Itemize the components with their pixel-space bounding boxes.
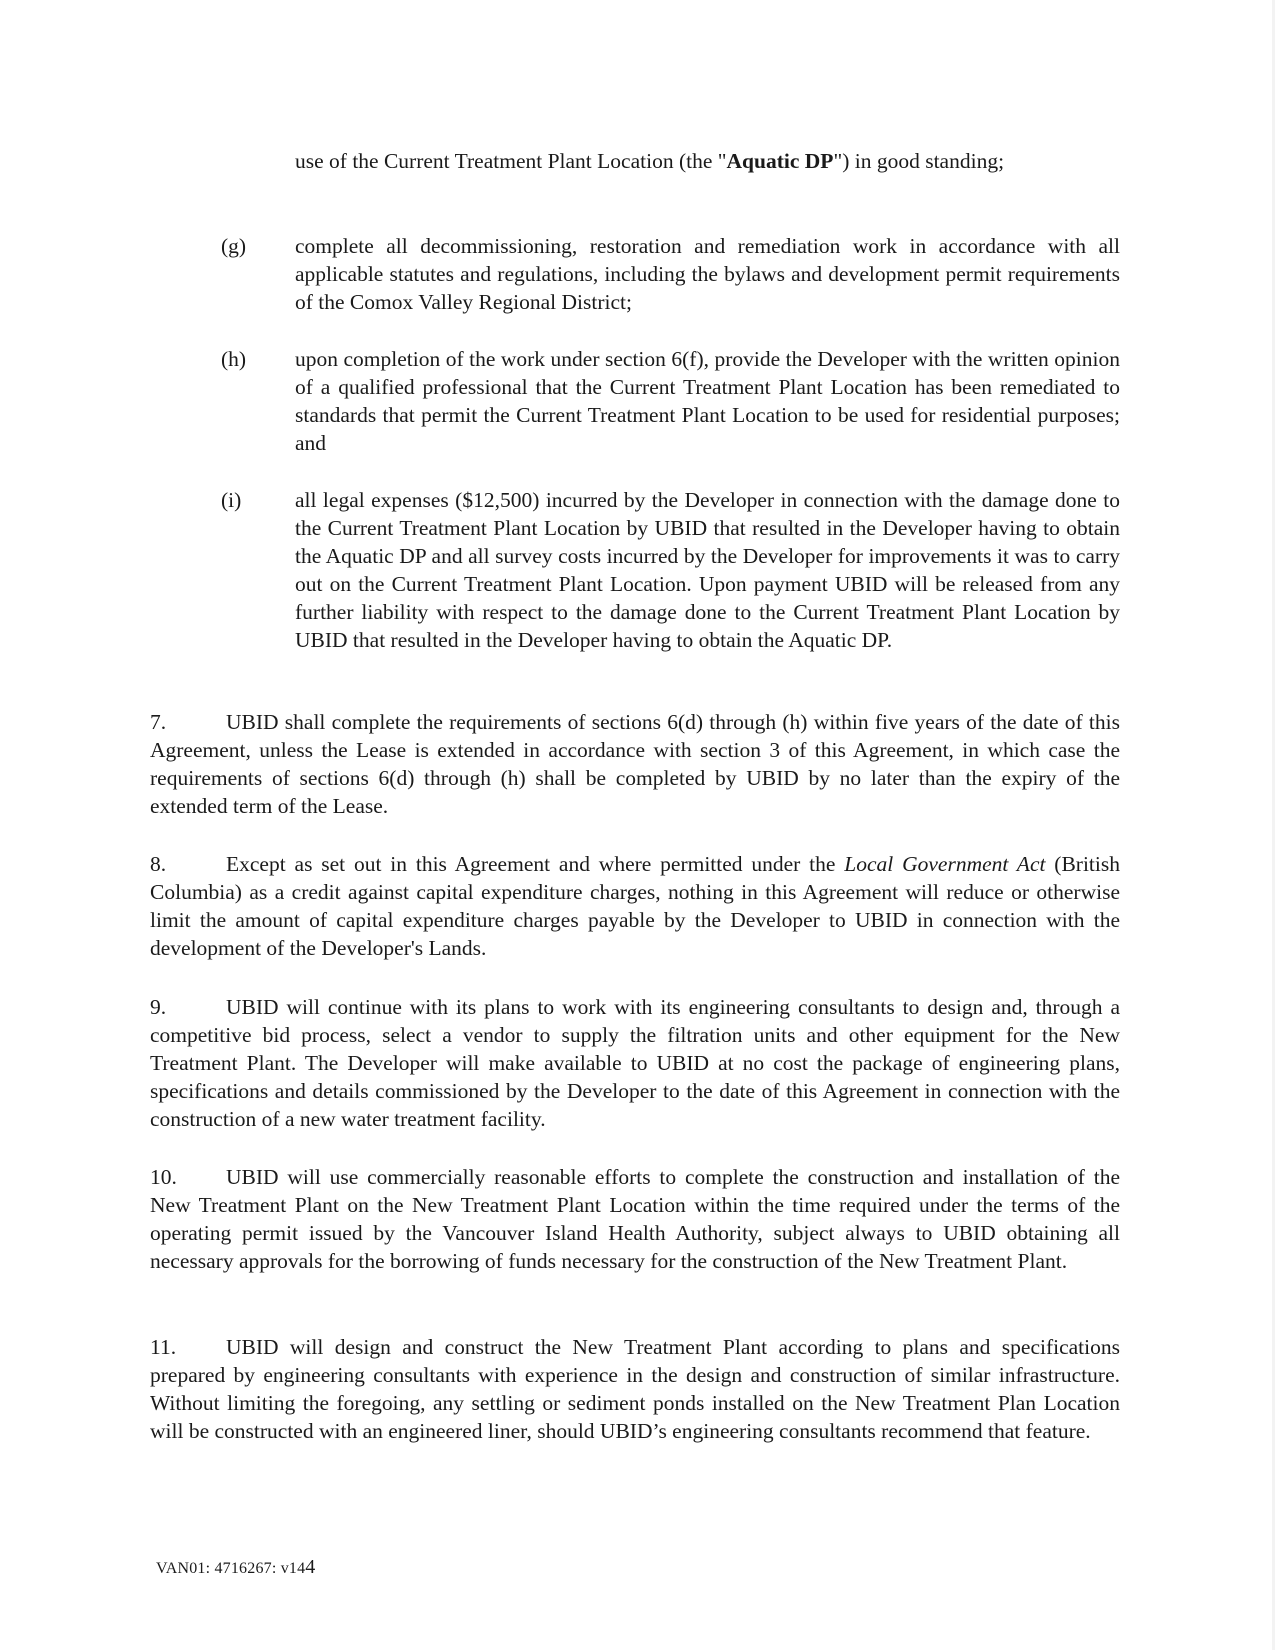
footer-doc-id: VAN01: 4716267: v14 xyxy=(156,1560,306,1577)
paragraph-text: UBID will continue with its plans to work with its engineering consultants to design and, through a competitive bid process, select a vendor to supply the filtration units and other equipment for the New Treatment Plant. The Developer will make available to UBID at no cost the package of engineering plans, specifications and details commissioned by the Developer to the date of this Agreement in connection with the construction of a new water treatment facility. xyxy=(150,995,1120,1131)
sub-item-label-g: (g) xyxy=(221,234,247,258)
paragraph-text: UBID shall complete the requirements of sections 6(d) through (h) within five years of the date of this Agreement, unless the Lease is extended in accordance with section 3 of this Agreement, in which case the requirements of sections 6(d) through (h) shall be completed by UBID by no later than the expiry of the extended term of the Lease. xyxy=(150,710,1120,818)
statute-name: Local Government Act xyxy=(844,852,1046,876)
paragraph-text: UBID will use commercially reasonable efforts to complete the construction and installation of the New Treatment Plant on the New Treatment Plant Location within the time required under the terms of the operating permit issued by the Vancouver Island Health Authority, subject always to UBID obtaining all necessary approvals for the borrowing of funds necessary for the construction of the New Treatment Plant. xyxy=(150,1165,1120,1273)
paragraph-9 xyxy=(150,993,1120,1133)
paragraph-text-post: (British Columbia) as a credit against capital expenditure charges, nothing in this Agreement will reduce or otherwise limit the amount of capital expenditure charges payable by the Developer to UBID in connection with the development of the Developer's Lands. xyxy=(150,852,1121,960)
paragraph-text-pre: Except as set out in this Agreement and where permitted under the xyxy=(226,852,845,876)
paragraph-11 xyxy=(150,1333,1120,1445)
continuation-post: ") in good standing; xyxy=(833,149,1005,173)
sub-item-label-h: (h) xyxy=(221,347,247,371)
paragraph-number: 10. xyxy=(150,1165,177,1189)
paragraph-8 xyxy=(150,850,1120,962)
defined-term-aquatic-dp: Aquatic DP xyxy=(726,149,834,173)
continuation-text xyxy=(295,147,1120,175)
continuation-pre: use of the Current Treatment Plant Location (the " xyxy=(295,149,727,173)
sub-item-i: all legal expenses ($12,500) incurred by the Developer in connection with the damage done to the Current Treatment Plant Location by UBID that resulted in the Developer having to obtain the Aquatic DP and all survey costs incurred by the Developer for improvements it was to carry out on the Current Treatment Plant Location. Upon payment UBID will be released from any further liability with respect to the damage done to the Current Treatment Plant Location by UBID that resulted in the Developer having to obtain the Aquatic DP. xyxy=(295,488,1120,652)
paragraph-text: UBID will design and construct the New Treatment Plant according to plans and specifications prepared by engineering consultants with experience in the design and construction of similar infrastructure. Without limiting the foregoing, any settling or sediment ponds installed on the New Treatment Plan Location will be constructed with an engineered liner, should UBID’s engineering consultants recommend that feature. xyxy=(150,1335,1120,1443)
paragraph-number: 9. xyxy=(150,995,167,1019)
sub-item-label-i: (i) xyxy=(221,488,242,512)
paragraph-10 xyxy=(150,1163,1120,1275)
document-footer-id xyxy=(156,1556,316,1579)
sub-item-g: complete all decommissioning, restoration and remediation work in accordance with all applicable statutes and regulations, including the bylaws and development permit requirements of the Comox Valley Regional District; xyxy=(295,234,1120,314)
paragraph-number: 7. xyxy=(150,710,167,734)
paragraph-number: 8. xyxy=(150,852,167,876)
sub-item-h: upon completion of the work under section 6(f), provide the Developer with the written opinion of a qualified professional that the Current Treatment Plant Location has been remediated to standards that permit the Current Treatment Plant Location to be used for residential purposes; and xyxy=(295,347,1120,455)
paragraph-number: 11. xyxy=(150,1335,177,1359)
paragraph-7 xyxy=(150,708,1120,820)
footer-version-tail: 4 xyxy=(305,1556,316,1578)
